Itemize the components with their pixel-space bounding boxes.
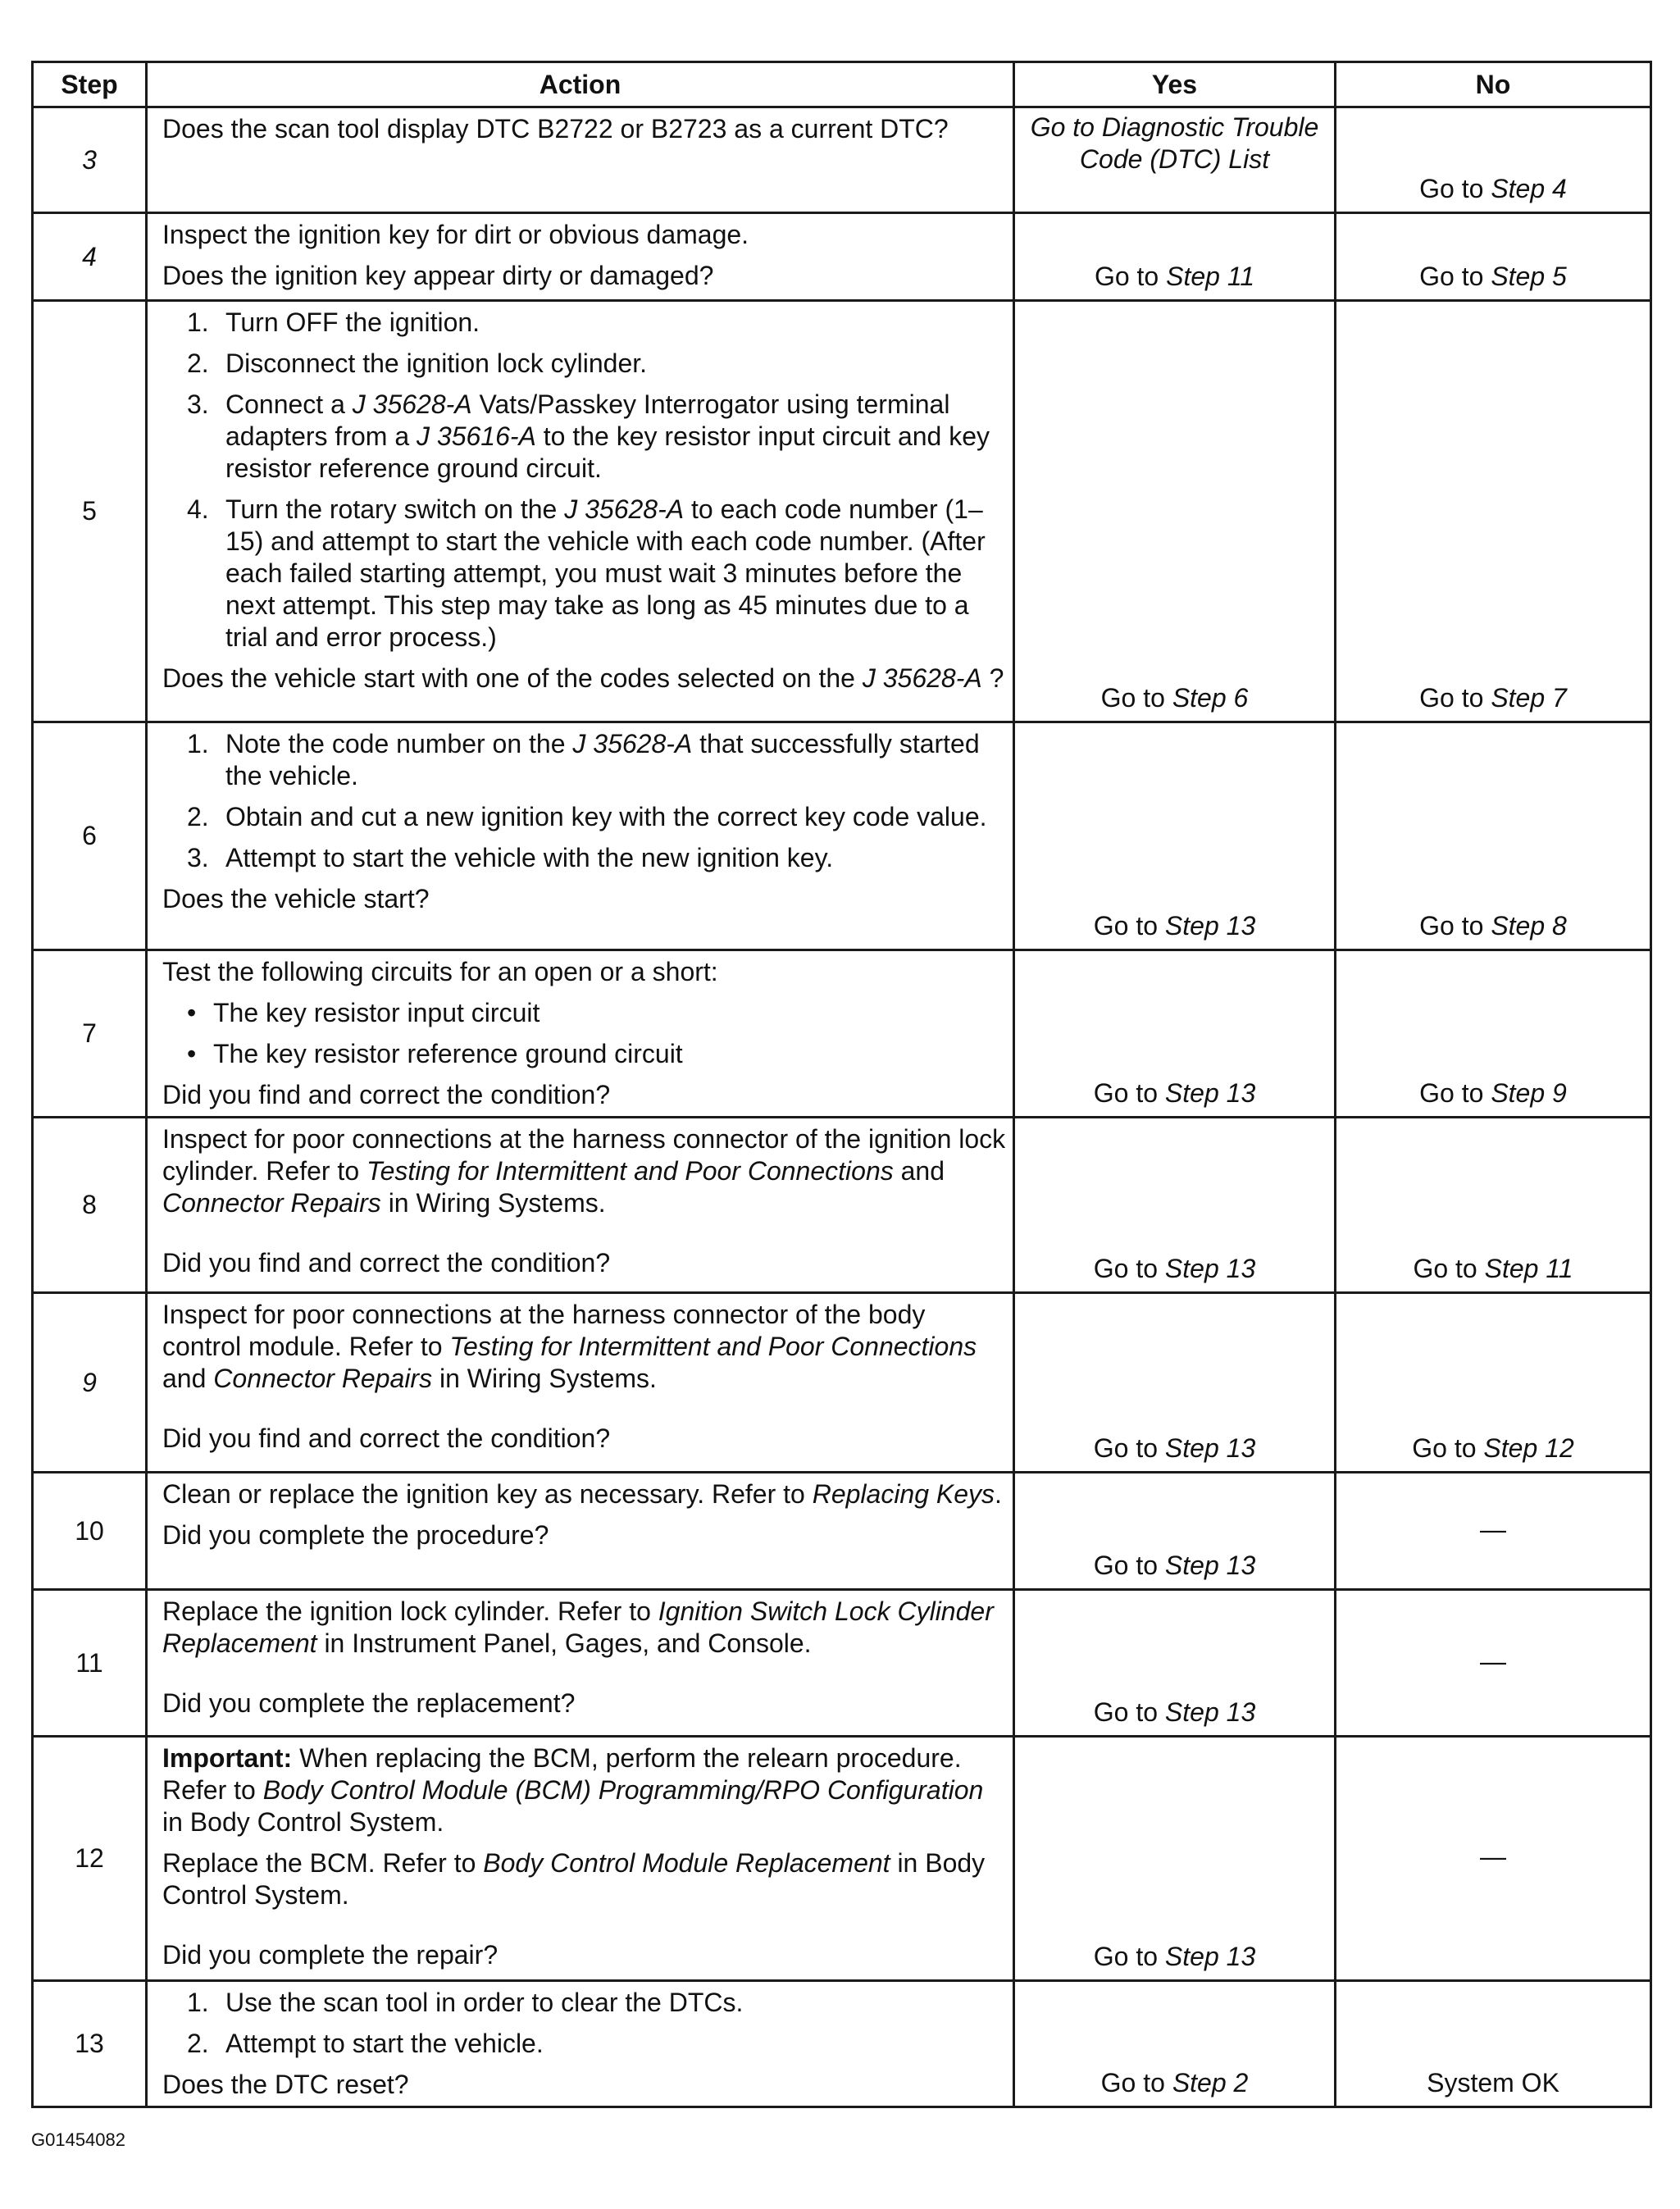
yes-step-ref: Step 13: [1164, 1254, 1256, 1283]
yes-cell: Go to Step 11: [1014, 213, 1336, 301]
table-row-step-11: [33, 1590, 1651, 1737]
step-number: 6: [33, 722, 147, 950]
figure-id: G01454082: [31, 2129, 125, 2150]
table-row-step-10: [33, 1473, 1651, 1590]
question-text: Did you complete the repair?: [162, 1940, 499, 1970]
yes-cell: Go to Step 6: [1014, 301, 1336, 722]
yes-step-ref: Step 13: [1164, 1078, 1256, 1108]
list-item: 1. Note the code number on the J 35628-A that successfully started the vehicle.: [187, 729, 980, 790]
yes-step-ref: Step 13: [1164, 1551, 1256, 1580]
yes-step-ref: Step 13: [1164, 1942, 1256, 1971]
no-step-ref: Step 5: [1491, 262, 1567, 291]
list-item: 2. Attempt to start the vehicle.: [187, 2029, 544, 2058]
action-cell: [147, 1473, 1014, 1590]
no-cell: Go to Step 7: [1336, 301, 1651, 722]
no-cell: —: [1336, 1473, 1651, 1590]
yes-step-ref: Step 11: [1166, 262, 1255, 291]
step-number: 13: [33, 1981, 147, 2107]
action-cell: [147, 1590, 1014, 1737]
action-text: Clean or replace the ignition key as necessary. Refer to Replacing Keys.: [162, 1479, 1002, 1509]
step-number: 11: [33, 1590, 147, 1737]
question-text: Did you complete the replacement?: [162, 1688, 576, 1718]
yes-step-ref: Step 13: [1164, 911, 1256, 941]
question-text: Does the ignition key appear dirty or damaged?: [162, 261, 714, 290]
action-cell: [147, 722, 1014, 950]
step-number: 8: [33, 1118, 147, 1293]
no-cell: —: [1336, 1590, 1651, 1737]
yes-text: Go to Diagnostic Trouble Code (DTC) List: [1030, 112, 1319, 174]
list-item: 4. Turn the rotary switch on the J 35628-A to each code number (1–15) and attempt to start the vehicle with each code number. (After each failed starting attempt, you must wait 3 minutes before the next attempt. This step may take as long as 45 minutes due to a trial and error process.): [187, 494, 986, 652]
question-text: Does the DTC reset?: [162, 2070, 409, 2099]
no-cell: Go to Step 4: [1336, 107, 1651, 213]
no-step-ref: Step 12: [1483, 1433, 1574, 1463]
header-step: Step: [33, 62, 147, 107]
question-text: Did you complete the procedure?: [162, 1520, 549, 1550]
header-no: No: [1336, 62, 1651, 107]
action-cell: [147, 1118, 1014, 1293]
step-number: 9: [33, 1293, 147, 1473]
no-step-ref: Step 9: [1491, 1078, 1567, 1108]
question-text: Does the scan tool display DTC B2722 or B2723 as a current DTC?: [162, 114, 949, 143]
table-row-step-6: [33, 722, 1651, 950]
list-item: 3. Connect a J 35628-A Vats/Passkey Interrogator using terminal adapters from a J 35616-A to the key resistor input circuit and key resistor reference ground circuit.: [187, 389, 990, 483]
no-cell: —: [1336, 1737, 1651, 1981]
yes-cell: Go to Step 13: [1014, 1737, 1336, 1981]
action-cell: [147, 301, 1014, 722]
table-row-step-5: [33, 301, 1651, 722]
action-cell: [147, 1737, 1014, 1981]
action-cell: [147, 1293, 1014, 1473]
list-item: • The key resistor input circuit: [187, 998, 540, 1027]
numbered-list: [162, 1987, 1006, 2060]
no-step-ref: Step 7: [1491, 683, 1567, 713]
yes-step-ref: Step 6: [1172, 683, 1249, 713]
header-action: Action: [147, 62, 1014, 107]
header-row: [33, 62, 1651, 107]
numbered-list: [162, 307, 1006, 654]
table-row-step-9: [33, 1293, 1651, 1473]
step-number: 3: [33, 107, 147, 213]
bullet-list: [162, 997, 1006, 1070]
table-row-step-3: [33, 107, 1651, 213]
yes-step-ref: Step 2: [1172, 2068, 1249, 2097]
step-number: 12: [33, 1737, 147, 1981]
table-row-step-13: [33, 1981, 1651, 2107]
no-cell: Go to Step 8: [1336, 722, 1651, 950]
question-text: Did you find and correct the condition?: [162, 1423, 611, 1453]
yes-cell: Go to Step 2: [1014, 1981, 1336, 2107]
question-text: Did you find and correct the condition?: [162, 1080, 611, 1109]
list-item: 1. Use the scan tool in order to clear the DTCs.: [187, 1988, 744, 2017]
yes-cell: Go to Step 13: [1014, 722, 1336, 950]
action-cell: [147, 950, 1014, 1118]
numbered-list: [162, 728, 1006, 874]
yes-cell: Go to Step 13: [1014, 1590, 1336, 1737]
table-row-step-12: [33, 1737, 1651, 1981]
table-row-step-8: [33, 1118, 1651, 1293]
yes-step-ref: Step 13: [1164, 1433, 1256, 1463]
action-text: Inspect the ignition key for dirt or obvious damage.: [162, 220, 749, 249]
no-cell: System OK: [1336, 1981, 1651, 2107]
action-text: Replace the ignition lock cylinder. Refer to Ignition Switch Lock Cylinder Replacement in Instrument Panel, Gages, and Console.: [162, 1596, 994, 1658]
yes-cell: Go to Step 13: [1014, 950, 1336, 1118]
list-item: 3. Attempt to start the vehicle with the new ignition key.: [187, 843, 834, 872]
yes-cell: Go to Step 13: [1014, 1293, 1336, 1473]
question-text: Does the vehicle start with one of the codes selected on the J 35628-A ?: [162, 663, 1004, 693]
action-text: Test the following circuits for an open or a short:: [162, 957, 718, 986]
yes-step-ref: Step 13: [1164, 1697, 1256, 1727]
no-cell: Go to Step 12: [1336, 1293, 1651, 1473]
action-text: Replace the BCM. Refer to Body Control Module Replacement in Body Control System.: [162, 1848, 986, 1910]
header-yes: Yes: [1014, 62, 1336, 107]
list-item: • The key resistor reference ground circuit: [187, 1039, 683, 1068]
step-number: 4: [33, 213, 147, 301]
table-row-step-7: [33, 950, 1651, 1118]
yes-cell: Go to Step 13: [1014, 1473, 1336, 1590]
list-item: 1. Turn OFF the ignition.: [187, 307, 480, 337]
no-cell: Go to Step 9: [1336, 950, 1651, 1118]
table-row-step-4: [33, 213, 1651, 301]
no-step-ref: Step 11: [1484, 1254, 1573, 1283]
action-cell: [147, 1981, 1014, 2107]
step-number: 5: [33, 301, 147, 722]
action-cell: [147, 213, 1014, 301]
diagnostic-table: [31, 61, 1652, 2108]
yes-cell: [1014, 107, 1336, 213]
action-text: Inspect for poor connections at the harness connector of the body control module. Refer to Testing for Intermittent and Poor Connections and Connector Repairs in Wiring Systems.: [162, 1300, 977, 1393]
no-cell: Go to Step 5: [1336, 213, 1651, 301]
no-step-ref: Step 8: [1491, 911, 1567, 941]
action-cell: [147, 107, 1014, 213]
question-text: Did you find and correct the condition?: [162, 1248, 611, 1278]
no-cell: Go to Step 11: [1336, 1118, 1651, 1293]
step-number: 7: [33, 950, 147, 1118]
action-text: Inspect for poor connections at the harness connector of the ignition lock cylinder. Refer to Testing for Intermittent and Poor Connections and Connector Repairs in Wiring Systems.: [162, 1124, 1006, 1218]
step-number: 10: [33, 1473, 147, 1590]
no-step-ref: Step 4: [1491, 174, 1567, 203]
important-note: Important: When replacing the BCM, perform the relearn procedure. Refer to Body Control Module (BCM) Programming/RPO Configuration in Body Control System.: [162, 1743, 984, 1837]
yes-cell: Go to Step 13: [1014, 1118, 1336, 1293]
question-text: Does the vehicle start?: [162, 884, 430, 913]
list-item: 2. Disconnect the ignition lock cylinder.: [187, 348, 648, 378]
list-item: 2. Obtain and cut a new ignition key with the correct key code value.: [187, 802, 987, 831]
